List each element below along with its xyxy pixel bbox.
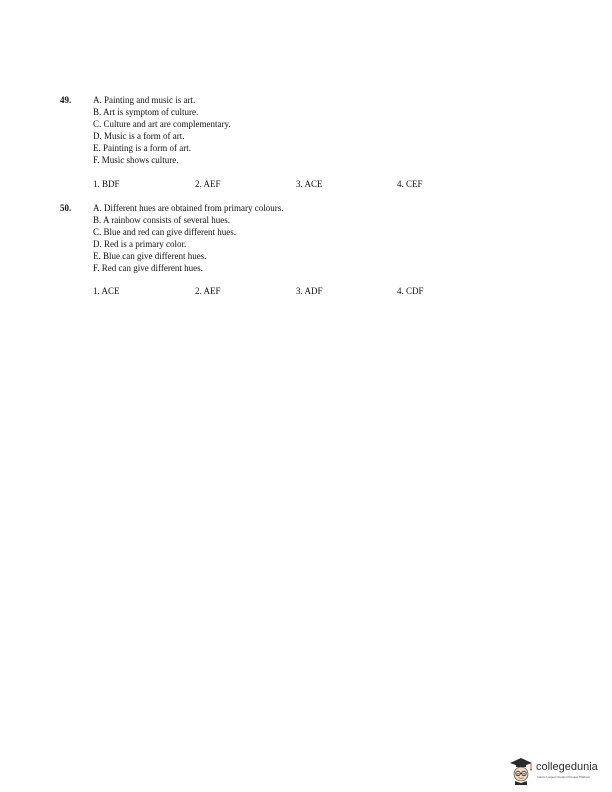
statement-d: D. Music is a form of art. bbox=[93, 131, 185, 141]
statement-a: A. Painting and music is art. bbox=[93, 95, 196, 105]
answer-option-4: 4. CDF bbox=[397, 286, 424, 296]
statement-f: F. Music shows culture. bbox=[93, 155, 179, 165]
statement-e: E. Blue can give different hues. bbox=[93, 251, 207, 261]
statement-e: E. Painting is a form of art. bbox=[93, 143, 191, 153]
answer-option-4: 4. CEF bbox=[397, 179, 423, 189]
statement-a: A. Different hues are obtained from primary colours. bbox=[93, 203, 284, 213]
statement-b: B. Art is symptom of culture. bbox=[93, 107, 199, 117]
answer-option-2: 2. AEF bbox=[195, 286, 221, 296]
question-number: 49. bbox=[60, 95, 72, 105]
statement-c: C. Blue and red can give different hues. bbox=[93, 227, 237, 237]
statement-list bbox=[93, 94, 231, 166]
statement-c: C. Culture and art are complementary. bbox=[93, 119, 231, 129]
statement-b: B. A rainbow consists of several hues. bbox=[93, 215, 230, 225]
statement-list bbox=[93, 202, 284, 274]
answer-option-3: 3. ADF bbox=[296, 286, 323, 296]
logo-tagline: India's Largest Student Review Platform bbox=[537, 775, 591, 779]
answer-option-1: 1. ACE bbox=[93, 286, 120, 296]
statement-d: D. Red is a primary color. bbox=[93, 239, 187, 249]
answer-option-1: 1. BDF bbox=[93, 179, 120, 189]
answer-option-3: 3. ACE bbox=[296, 179, 323, 189]
question-number: 50. bbox=[60, 203, 72, 213]
collegedunia-logo bbox=[508, 755, 608, 785]
logo-wordmark: collegedunia bbox=[536, 761, 598, 773]
graduate-mascot-icon bbox=[508, 755, 534, 785]
answer-option-2: 2. AEF bbox=[195, 179, 221, 189]
statement-f: F. Red can give different hues. bbox=[93, 263, 203, 273]
